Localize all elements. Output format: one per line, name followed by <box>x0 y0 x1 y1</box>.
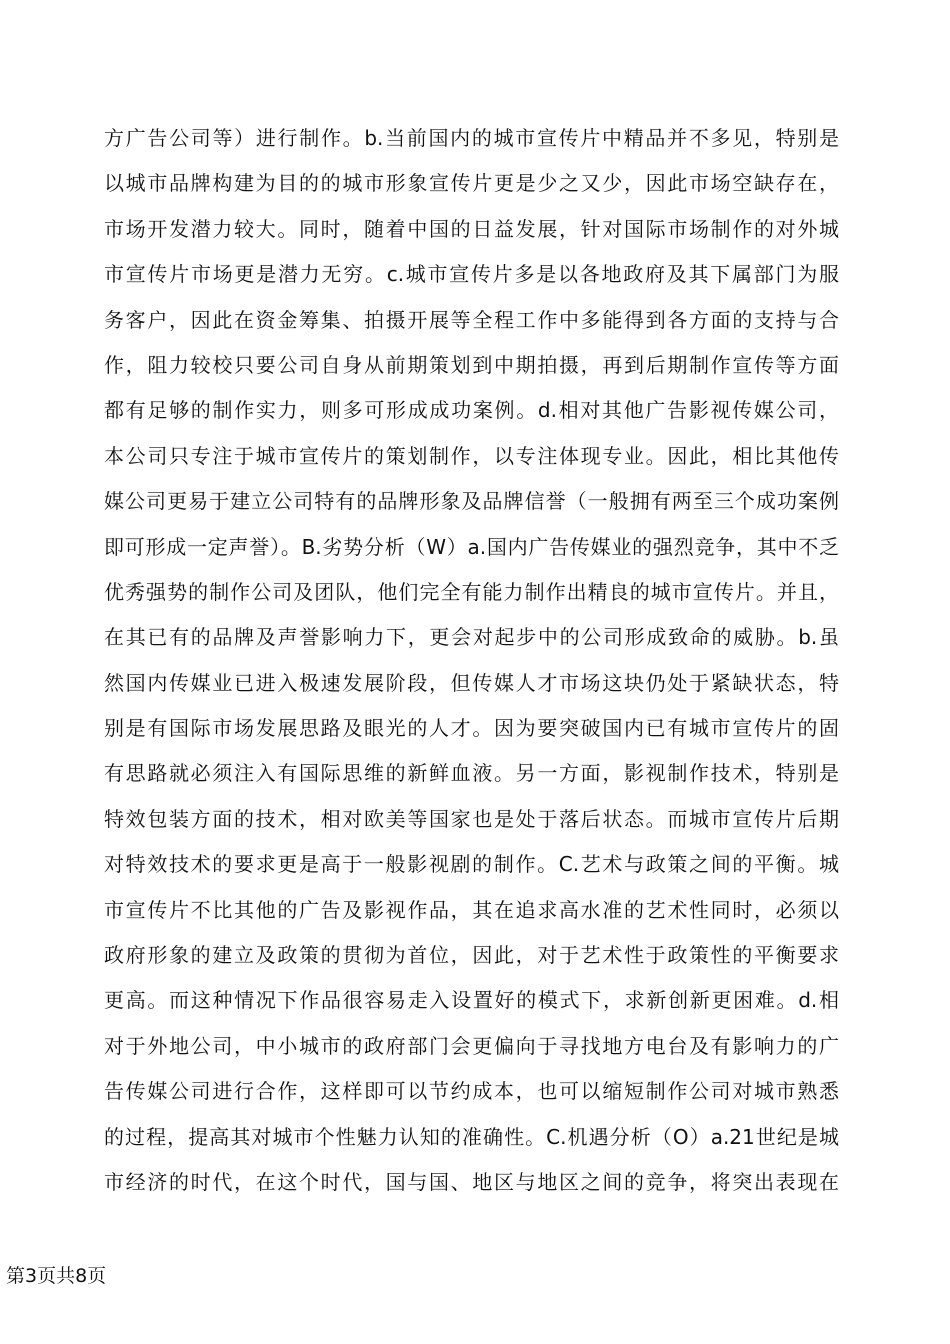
text-line: 特效包装方面的技术，相对欧美等国家也是处于落后状态。而城市宣传片后期 <box>104 806 839 831</box>
text-line: 方广告公司等）进行制作。b.当前国内的城市宣传片中精品并不多见，特别是 <box>104 126 839 150</box>
text-line: 市经济的时代，在这个时代，国与国、地区与地区之间的竞争，将突出表现在 <box>104 1169 839 1194</box>
text-line: 告传媒公司进行合作，这样即可以节约成本，也可以缩短制作公司对城市熟悉 <box>104 1079 839 1104</box>
page-number-footer: 第3页共8页 <box>6 1265 107 1287</box>
text-line: 媒公司更易于建立公司特有的品牌形象及品牌信誉（一般拥有两至三个成功案例 <box>104 489 839 514</box>
text-line: 的过程，提高其对城市个性魅力认知的准确性。C.机遇分析（O）a.21世纪是城 <box>104 1124 839 1149</box>
text-line: 本公司只专注于城市宣传片的策划制作，以专注体现专业。因此，相比其他传 <box>104 443 839 468</box>
text-line: 即可形成一定声誉）。B.劣势分析（W）a.国内广告传媒业的强烈竞争，其中不乏 <box>104 534 839 559</box>
text-line: 别是有国际市场发展思路及眼光的人才。因为要突破国内已有城市宣传片的固 <box>104 716 839 741</box>
text-line: 更高。而这种情况下作品很容易走入设置好的模式下，求新创新更困难。d.相 <box>104 988 839 1013</box>
text-line: 市宣传片市场更是潜力无穷。c.城市宣传片多是以各地政府及其下属部门为服 <box>104 262 839 287</box>
text-line: 都有足够的制作实力，则多可形成成功案例。d.相对其他广告影视传媒公司， <box>104 398 839 423</box>
text-line: 市场开发潜力较大。同时，随着中国的日益发展，针对国际市场制作的对外城 <box>104 216 839 241</box>
text-line: 对特效技术的要求更是高于一般影视剧的制作。C.艺术与政策之间的平衡。城 <box>104 852 839 877</box>
text-line: 有思路就必须注入有国际思维的新鲜血液。另一方面，影视制作技术，特别是 <box>104 761 839 786</box>
text-line: 对于外地公司，中小城市的政府部门会更偏向于寻找地方电台及有影响力的广 <box>104 1033 839 1058</box>
text-line: 政府形象的建立及政策的贯彻为首位，因此，对于艺术性于政策性的平衡要求 <box>104 943 839 968</box>
text-line: 作，阻力较校只要公司自身从前期策划到中期拍摄，再到后期制作宣传等方面 <box>104 352 839 377</box>
text-line: 在其已有的品牌及声誉影响力下，更会对起步中的公司形成致命的威胁。b.虽 <box>104 625 839 650</box>
body-paragraph <box>104 116 839 1205</box>
text-line: 以城市品牌构建为目的的城市形象宣传片更是少之又少，因此市场空缺存在， <box>104 171 839 196</box>
text-line: 市宣传片不比其他的广告及影视作品，其在追求高水准的艺术性同时，必须以 <box>104 897 839 922</box>
text-line: 然国内传媒业已进入极速发展阶段，但传媒人才市场这块仍处于紧缺状态，特 <box>104 670 839 695</box>
text-line: 优秀强势的制作公司及团队，他们完全有能力制作出精良的城市宣传片。并且， <box>104 579 839 604</box>
text-line: 务客户，因此在资金筹集、拍摄开展等全程工作中多能得到各方面的支持与合 <box>104 307 839 332</box>
